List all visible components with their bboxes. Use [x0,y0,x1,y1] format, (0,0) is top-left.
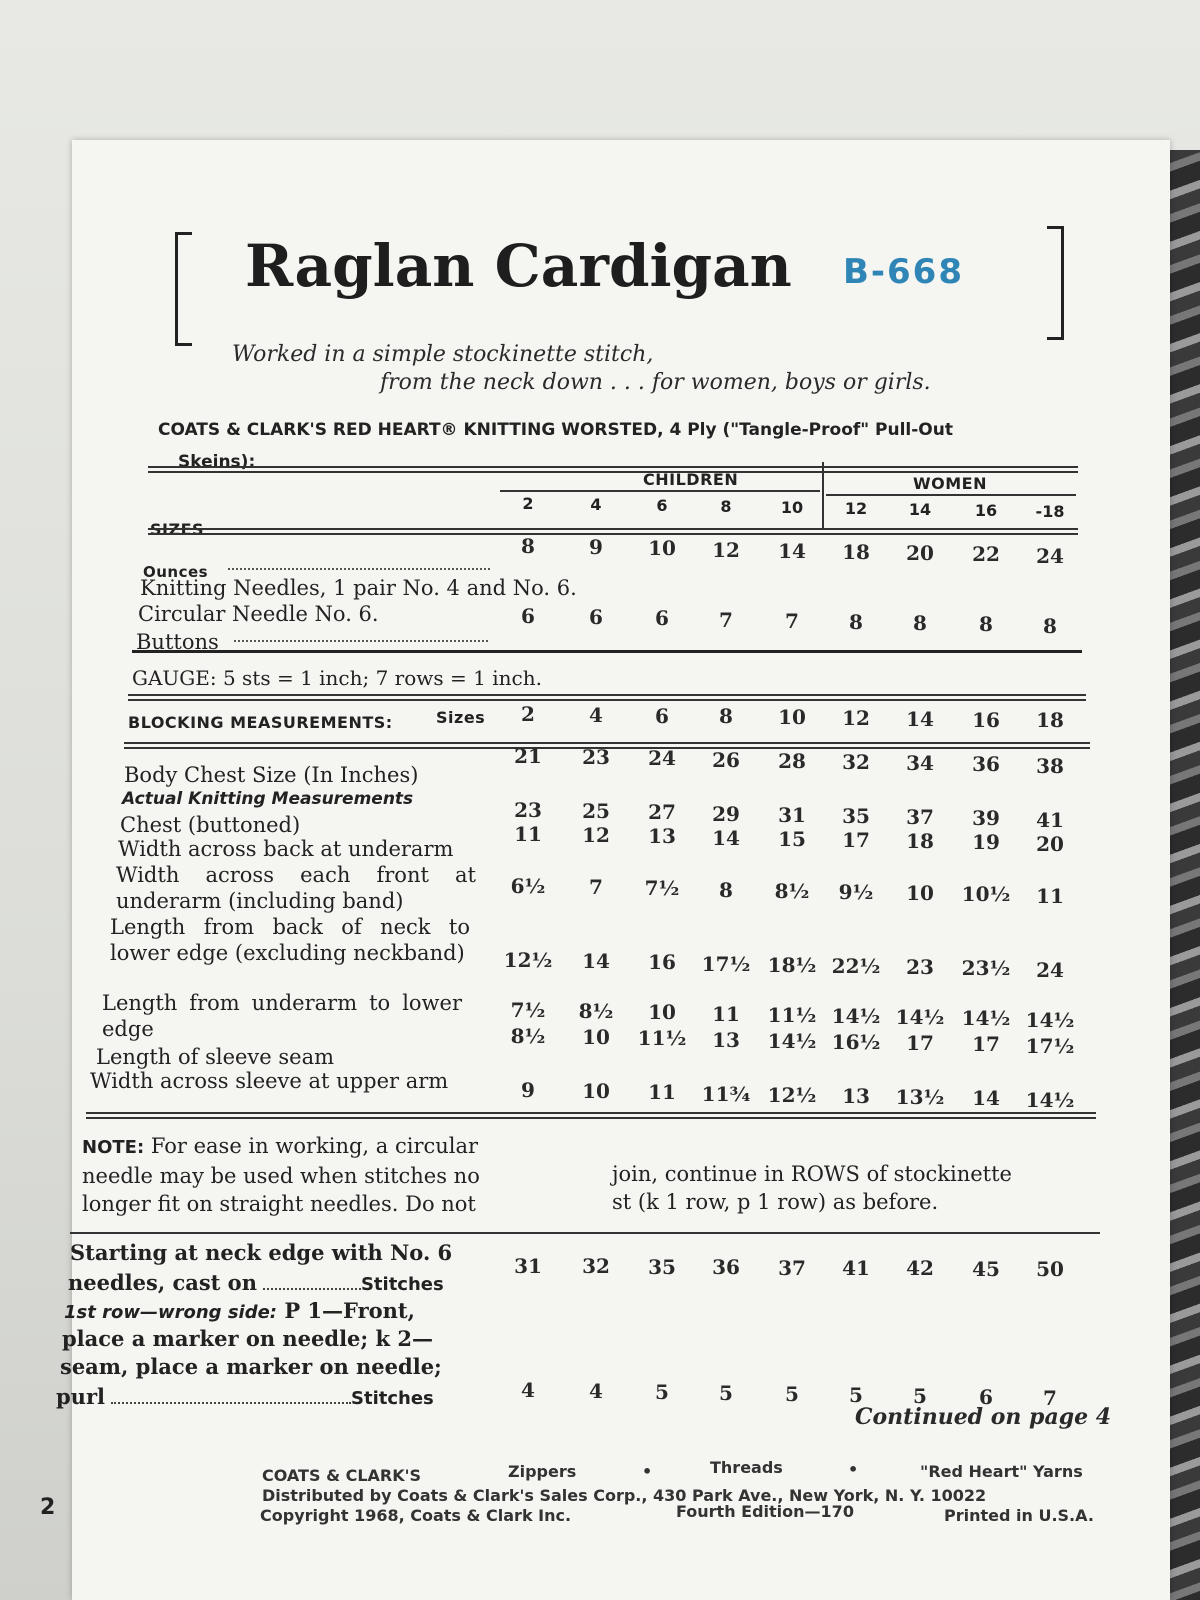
blocking-value-2-5: 35 [842,804,870,828]
blocking-value-2-1: 25 [582,799,610,824]
blocking-size-0: 2 [521,702,535,726]
blocking-row-label-5: Length from back of neck to lower edge (excluding neckband) [110,915,470,965]
blocking-size-4: 10 [778,705,806,730]
size-header-1: 4 [590,495,602,514]
blocking-value-6-5: 14½ [831,1004,881,1028]
left-bracket-ornament [175,232,192,346]
blocking-value-4-5: 9½ [838,880,874,904]
footer-copyright: Copyright 1968, Coats & Clark Inc. [260,1506,572,1525]
blocking-size-7: 16 [972,707,1000,732]
buttons-value-0: 6 [521,604,535,628]
cast-on-value-8: 50 [1036,1257,1064,1282]
footer-zippers: Zippers [508,1462,577,1481]
buttons-value-8: 8 [1043,613,1057,638]
cast-on-value-0: 31 [514,1254,542,1278]
blocking-value-8-7: 14 [972,1086,1000,1111]
sizes-label: SIZES [150,520,205,539]
children-heading: CHILDREN [643,470,739,489]
cast-on-value-1: 32 [582,1254,610,1279]
blocking-value-5-8: 24 [1036,957,1064,982]
blocking-heading: BLOCKING MEASUREMENTS: [128,713,393,732]
blocking-value-8-3: 11¾ [701,1081,751,1106]
cast-on-stitches-label: Stitches [360,1274,444,1295]
blocking-value-7-6: 17 [906,1031,934,1056]
row1-label: 1st row—wrong side: [64,1302,277,1323]
blocking-value-3-0: 11 [514,822,542,846]
women-rule [826,494,1076,496]
ounces-value-8: 24 [1036,543,1064,568]
blocking-value-2-3: 29 [712,801,740,826]
children-women-divider [822,462,824,528]
sizes-rule [148,528,1078,535]
size-header-6: 14 [908,500,932,519]
blocking-value-2-0: 23 [514,798,542,822]
row1-value-3: 5 [719,1381,733,1405]
footer-bullet-1: • [642,1462,653,1481]
footer-yarns: "Red Heart" Yarns [920,1462,1083,1481]
blocking-value-3-7: 19 [972,830,1000,855]
blocking-row-label-6: Length from underarm to lower edge [102,991,462,1041]
blocking-value-5-4: 18½ [767,952,817,977]
blocking-value-4-6: 10 [906,881,934,906]
row1-line-4 [56,1384,434,1409]
circular-needle-line: Circular Needle No. 6. [138,602,379,626]
blocking-value-0-2: 24 [648,746,676,771]
blocking-value-0-6: 34 [906,751,934,776]
ounces-value-6: 20 [906,541,934,566]
size-header-5: 12 [844,499,868,518]
blocking-value-5-7: 23½ [961,956,1011,981]
size-header-4: 10 [780,498,804,517]
note-col1-line-2: needle may be used when stitches no [82,1164,480,1188]
buttons-value-3: 7 [719,607,733,632]
note-col1-line-3: longer fit on straight needles. Do not [82,1192,476,1216]
blocking-value-6-4: 11½ [767,1002,817,1027]
children-rule [500,490,820,492]
blocking-value-7-8: 17½ [1025,1033,1075,1058]
ounces-value-7: 22 [972,542,1000,567]
row1-line-2: place a marker on needle; k 2— [62,1326,433,1351]
note-col-2 [612,1160,1012,1216]
blocking-value-3-8: 20 [1036,831,1064,856]
blocking-value-8-6: 13½ [895,1085,945,1110]
right-bracket-ornament [1047,226,1064,340]
yarn-line-2: Skeins): [178,452,256,472]
footer-distributed: Distributed by Coats & Clark's Sales Corp., 430 Park Ave., New York, N. Y. 10022 [262,1486,987,1505]
blocking-value-4-1: 7 [589,875,603,900]
buttons-value-2: 6 [655,606,669,631]
blocking-row-label-2: Chest (buttoned) [120,813,301,837]
blocking-value-7-5: 16½ [831,1030,881,1054]
cast-on-text: needles, cast on [68,1270,257,1295]
note-rule [70,1232,1100,1234]
buttons-value-6: 8 [913,611,927,636]
blocking-value-3-2: 13 [648,824,676,849]
blocking-value-8-4: 12½ [767,1082,817,1107]
row1-stitches-label: Stitches [351,1388,434,1409]
blocking-size-1: 4 [589,702,603,727]
footer-printed: Printed in U.S.A. [944,1506,1094,1525]
cast-on-value-6: 42 [906,1256,934,1281]
footer-threads: Threads [710,1458,783,1477]
blocking-value-0-8: 38 [1036,753,1064,778]
blocking-value-0-1: 23 [582,745,610,770]
adjacent-page-photo [1165,150,1200,1600]
blocking-value-8-5: 13 [842,1084,870,1108]
footer-bullet-2: • [848,1460,859,1479]
blocking-value-5-0: 12½ [503,948,553,972]
blocking-value-4-8: 11 [1036,883,1064,908]
row1-leader [111,1402,351,1404]
blocking-size-3: 8 [719,704,733,729]
blocking-value-5-2: 16 [648,950,676,975]
blocking-row-label-8: Width across sleeve at upper arm [90,1069,449,1093]
blocking-value-4-0: 6½ [510,874,546,898]
size-header-8: -18 [1035,502,1065,521]
size-header-0: 2 [522,494,534,513]
blocking-value-3-3: 14 [712,825,740,850]
ounces-value-4: 14 [778,538,806,563]
ounces-value-1: 9 [589,535,603,560]
blocking-value-0-4: 28 [778,748,806,773]
blocking-value-6-1: 8½ [578,999,614,1024]
blocking-value-7-2: 11½ [637,1026,687,1051]
blocking-row-label-0: Body Chest Size (In Inches) [124,763,419,787]
blocking-value-4-4: 8½ [774,878,810,903]
row1-line-1 [64,1298,415,1323]
buttons-label: Buttons [136,630,219,654]
row1-value-6: 5 [913,1384,927,1408]
cast-on-leader [263,1288,361,1290]
gauge-rule [128,694,1086,701]
yarn-line-1: COATS & CLARK'S RED HEART® KNITTING WORSTED, 4 Ply ("Tangle-Proof" Pull-Out [158,420,953,440]
blocking-row-label-7: Length of sleeve seam [96,1045,335,1069]
continued-note: Continued on page 4 [855,1404,1112,1430]
blocking-value-2-8: 41 [1036,807,1064,832]
blocking-row-label-1: Actual Knitting Measurements [122,789,414,809]
ounces-leader [228,568,490,570]
row1-value-8: 7 [1043,1386,1057,1410]
blocking-size-2: 6 [655,703,669,728]
buttons-value-7: 8 [979,612,993,637]
blocking-value-6-0: 7½ [510,998,546,1022]
buttons-value-1: 6 [589,605,603,630]
note-col-1 [82,1132,480,1218]
note-col2-line-2: st (k 1 row, p 1 row) as before. [612,1190,939,1214]
pattern-code: B-668 [843,252,964,292]
blocking-value-0-3: 26 [712,747,740,772]
blocking-value-7-0: 8½ [510,1024,546,1048]
blocking-size-6: 14 [906,706,934,731]
size-header-2: 6 [656,496,668,515]
blocking-value-3-6: 18 [906,829,934,854]
blocking-value-8-0: 9 [521,1078,535,1102]
blocking-value-6-7: 14½ [961,1006,1011,1031]
blocking-value-6-2: 10 [648,1000,676,1025]
ounces-value-2: 10 [648,536,676,561]
blocking-bottom-rule [86,1112,1096,1119]
blocking-value-8-1: 10 [582,1079,610,1104]
ounces-value-5: 18 [842,540,870,564]
blocking-value-6-8: 14½ [1025,1007,1075,1032]
blocking-size-8: 18 [1036,708,1064,733]
row1-value-5: 5 [849,1383,863,1407]
page-number: 2 [40,1495,56,1520]
blocking-value-2-2: 27 [648,800,676,825]
row1-line-3: seam, place a marker on needle; [60,1354,442,1379]
size-header-7: 16 [974,501,998,520]
blocking-value-4-3: 8 [719,877,733,902]
cast-on-value-7: 45 [972,1256,1000,1281]
blocking-sizes-label: Sizes [436,708,486,727]
blocking-row-label-3: Width across back at underarm [118,837,454,861]
ounces-value-0: 8 [521,534,535,558]
footer-edition: Fourth Edition—170 [676,1502,854,1521]
blocking-value-3-5: 17 [842,828,870,852]
blocking-value-6-6: 14½ [895,1005,945,1030]
blocking-value-2-7: 39 [972,806,1000,831]
note-label: NOTE: [82,1137,145,1158]
blocking-value-0-7: 36 [972,752,1000,777]
cast-on-value-4: 37 [778,1255,806,1280]
cast-on-value-5: 41 [842,1256,870,1280]
blocking-row-label-4: Width across each front at underarm (including band) [116,863,476,913]
blocking-value-2-4: 31 [778,802,806,827]
buttons-rule [132,650,1082,653]
subtitle-line-2: from the neck down . . . for women, boys or girls. [380,370,931,395]
blocking-value-5-1: 14 [582,949,610,974]
row1-value-4: 5 [785,1382,799,1406]
needles-line: Knitting Needles, 1 pair No. 4 and No. 6. [140,576,577,600]
blocking-value-2-6: 37 [906,805,934,830]
ounces-label: Ounces [143,563,209,581]
size-header-3: 8 [720,497,732,516]
blocking-value-5-5: 22½ [831,954,881,978]
footer-company: COATS & CLARK'S [262,1466,422,1485]
ounces-value-3: 12 [712,537,740,562]
cast-on-line-1: Starting at neck edge with No. 6 [70,1240,453,1265]
blocking-value-7-3: 13 [712,1027,740,1052]
row1-value-7: 6 [979,1385,993,1409]
blocking-value-7-7: 17 [972,1032,1000,1057]
subtitle-line-1: Worked in a simple stockinette stitch, [232,342,654,367]
buttons-value-5: 8 [849,610,863,634]
cast-on-value-2: 35 [648,1254,676,1279]
cast-on-line-2 [68,1270,444,1295]
blocking-value-8-8: 14½ [1025,1087,1075,1112]
blocking-value-0-0: 21 [514,744,542,768]
blocking-value-7-4: 14½ [767,1028,817,1053]
blocking-value-4-7: 10½ [961,882,1011,907]
blocking-value-3-1: 12 [582,823,610,848]
blocking-value-0-5: 32 [842,750,870,774]
buttons-leader [234,640,488,642]
cast-on-value-3: 36 [712,1255,740,1280]
row1-purl: purl [56,1384,105,1409]
gauge-line: GAUGE: 5 sts = 1 inch; 7 rows = 1 inch. [132,666,542,690]
row1-value-2: 5 [655,1380,669,1404]
row1-value-1: 4 [589,1379,603,1403]
women-heading: WOMEN [913,474,987,493]
blocking-value-5-6: 23 [906,955,934,980]
note-col2-line-1: join, continue in ROWS of stockinette [612,1162,1012,1186]
buttons-value-4: 7 [785,608,799,633]
row1-text-a: P 1—Front, [284,1298,415,1323]
blocking-size-5: 12 [842,706,870,730]
table-top-rule [148,466,1078,473]
blocking-value-7-1: 10 [582,1025,610,1050]
note-col1-line-1: For ease in working, a circular [150,1134,479,1158]
page-title: Raglan Cardigan [245,232,792,300]
blocking-value-6-3: 11 [712,1001,740,1026]
blocking-value-5-3: 17½ [701,951,751,976]
blocking-value-8-2: 11 [648,1080,676,1105]
blocking-value-3-4: 15 [778,826,806,851]
row1-value-0: 4 [521,1378,535,1402]
blocking-value-4-2: 7½ [644,876,680,901]
